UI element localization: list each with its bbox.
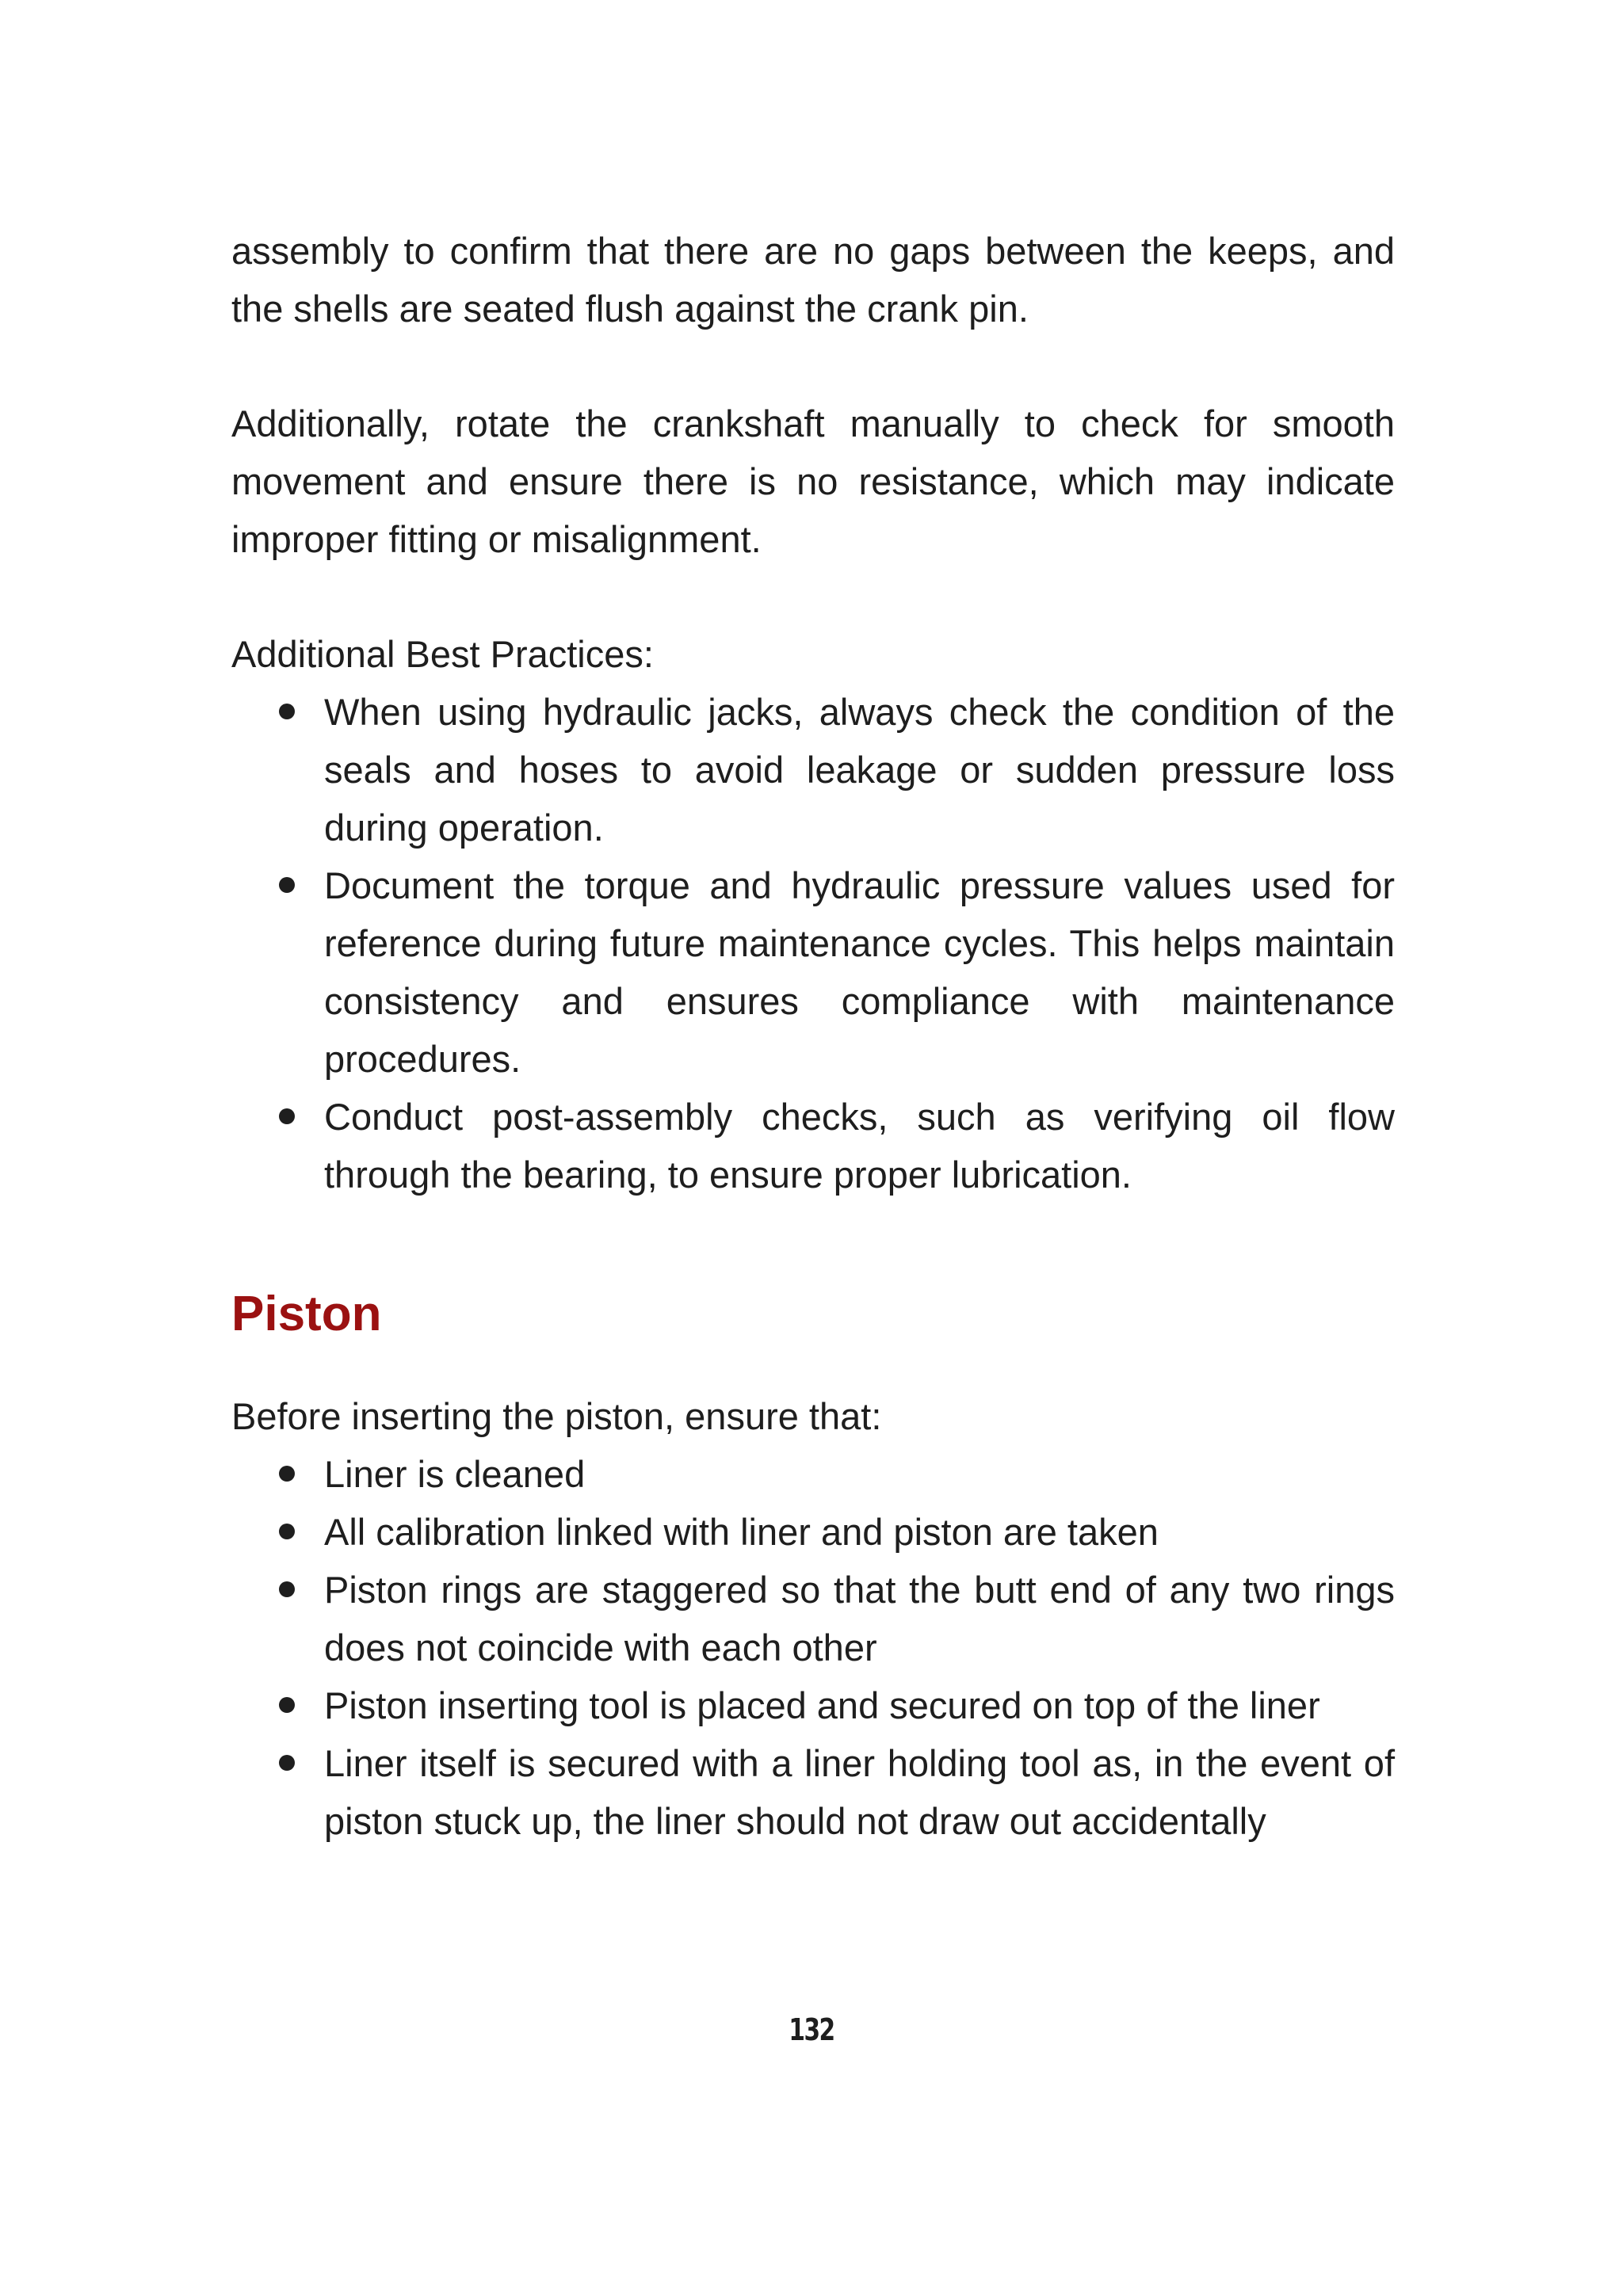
list-item-text: Piston rings are staggered so that the butt end of any two rings does not coincide with each other: [324, 1569, 1395, 1669]
text-column: [231, 222, 1395, 1850]
bullet-icon: [279, 1697, 295, 1713]
list-item-text: When using hydraulic jacks, always check the condition of the seals and hoses to avoid leakage or sudden pressure loss during operation.: [324, 691, 1395, 849]
list-item: [324, 1503, 1395, 1561]
list-item: [324, 1445, 1395, 1503]
bullet-icon: [279, 1581, 295, 1597]
page-number: 132: [789, 2012, 834, 2047]
intro-paragraph: assembly to confirm that there are no gaps between the keeps, and the shells are seated flush against the crank pin.: [231, 230, 1395, 330]
section-heading-piston: Piston: [231, 1287, 382, 1341]
piston-lead: Before inserting the piston, ensure that:: [231, 1395, 882, 1437]
piston-checklist: [231, 1445, 1395, 1850]
list-item-text: Document the torque and hydraulic pressure values used for reference during future maintenance cycles. This helps maintain consistency and ensures compliance with maintenance procedures.: [324, 864, 1395, 1080]
list-item: [324, 1676, 1395, 1734]
best-practices-list: [231, 683, 1395, 1203]
list-item: [324, 683, 1395, 856]
list-item: [324, 856, 1395, 1088]
bullet-icon: [279, 877, 295, 893]
bullet-icon: [279, 1108, 295, 1124]
list-item-text: Liner itself is secured with a liner holding tool as, in the event of piston stuck up, the liner should not draw out accidentally: [324, 1742, 1395, 1842]
list-item: [324, 1561, 1395, 1676]
bullet-icon: [279, 1466, 295, 1482]
list-item: [324, 1088, 1395, 1203]
bullet-icon: [279, 1524, 295, 1539]
list-item-text: Conduct post-assembly checks, such as verifying oil flow through the bearing, to ensure proper lubrication.: [324, 1096, 1395, 1196]
bullet-icon: [279, 704, 295, 719]
bullet-icon: [279, 1755, 295, 1771]
list-item-text: Piston inserting tool is placed and secured on top of the liner: [324, 1684, 1320, 1726]
list-item: [324, 1734, 1395, 1850]
list-item-text: Liner is cleaned: [324, 1453, 586, 1495]
crankshaft-check-paragraph: Additionally, rotate the crankshaft manually to check for smooth movement and ensure there is no resistance, which may indicate improper fitting or misalignment.: [231, 402, 1395, 560]
list-item-text: All calibration linked with liner and piston are taken: [324, 1511, 1159, 1553]
best-practices-lead: Additional Best Practices:: [231, 633, 654, 675]
